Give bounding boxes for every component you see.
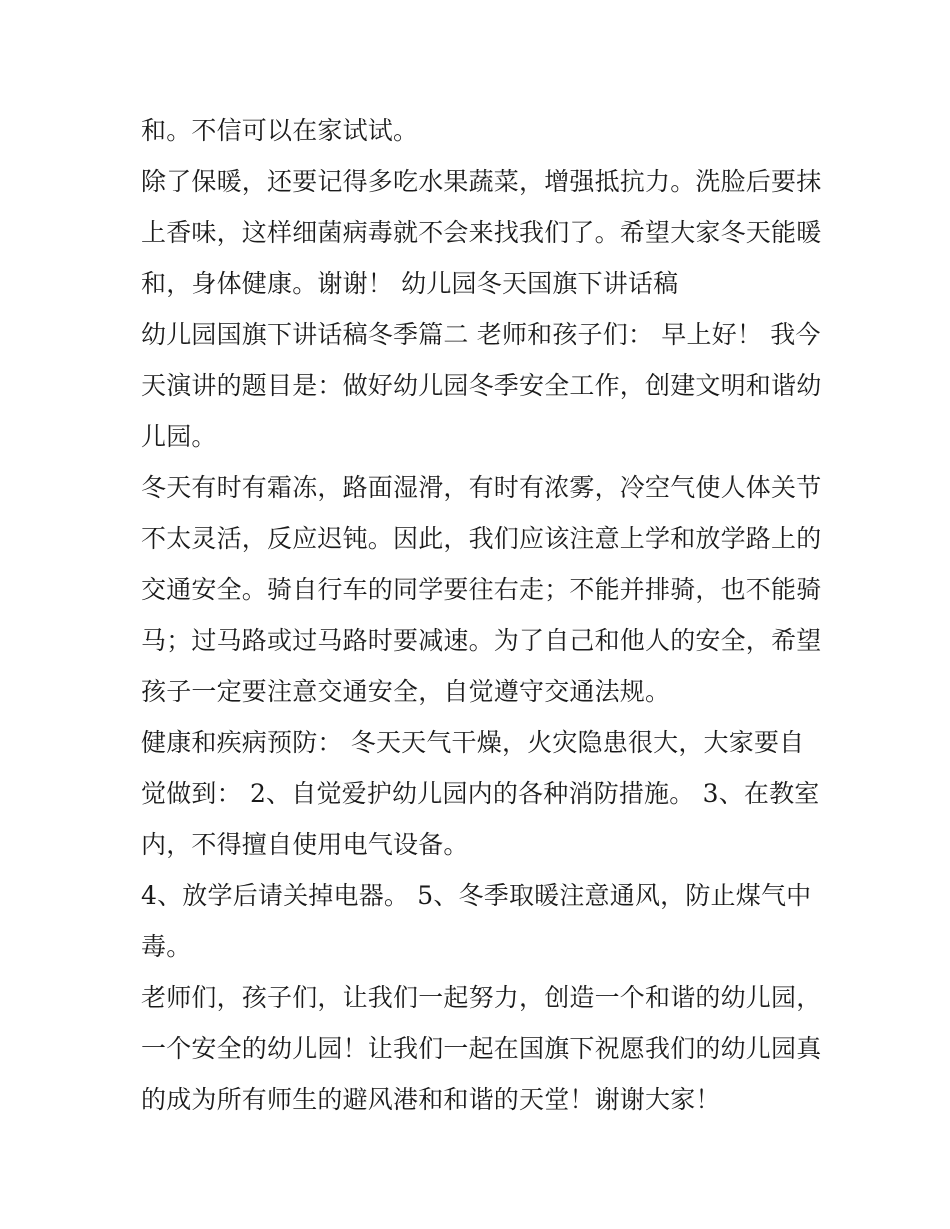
paragraph-4 [141, 462, 821, 717]
text-line: 健康和疾病预防： 冬天天气干燥，火灾隐患很大，大家要自 [141, 728, 805, 757]
text-line: 孩子一定要注意交通安全，自觉遵守交通法规。 [141, 677, 671, 706]
text-line: 一个安全的幼儿园！让我们一起在国旗下祝愿我们的幼儿园真 [141, 1034, 822, 1063]
paragraph-1 [141, 105, 821, 156]
text-line: 交通安全。骑自行车的同学要往右走；不能并排骑，也不能骑 [141, 575, 822, 604]
text-line: 和。不信可以在家试试。 [141, 116, 419, 145]
paragraph-5 [141, 717, 821, 870]
text-line: 老师们，孩子们，让我们一起努力，创造一个和谐的幼儿园， [141, 983, 822, 1012]
paragraph-6 [141, 870, 821, 972]
text-line: 上香味，这样细菌病毒就不会来找我们了。希望大家冬天能暖 [141, 218, 822, 247]
paragraph-3 [141, 309, 821, 462]
text-line: 幼儿园国旗下讲话稿冬季篇二 老师和孩子们： 早上好！ 我今 [141, 320, 821, 349]
text-line: 和，身体健康。谢谢！ 幼儿园冬天国旗下讲话稿 [141, 269, 679, 298]
text-line: 除了保暖，还要记得多吃水果蔬菜，增强抵抗力。洗脸后要抹 [141, 167, 822, 196]
paragraph-2 [141, 156, 821, 309]
text-line: 4、放学后请关掉电器。 5、冬季取暖注意通风，防止煤气中 [141, 881, 812, 910]
text-line: 马；过马路或过马路时要减速。为了自己和他人的安全，希望 [141, 626, 822, 655]
document-body [141, 105, 821, 1125]
text-line: 冬天有时有霜冻，路面湿滑，有时有浓雾，冷空气使人体关节 [141, 473, 822, 502]
text-line: 毒。 [141, 932, 192, 961]
paragraph-7 [141, 972, 821, 1125]
text-line: 觉做到： 2、自觉爱护幼儿园内的各种消防措施。 3、在教室 [141, 779, 820, 808]
text-line: 内，不得擅自使用电气设备。 [141, 830, 469, 859]
text-line: 的成为所有师生的避风港和和谐的天堂！谢谢大家！ [141, 1085, 721, 1114]
text-line: 儿园。 [141, 422, 217, 451]
text-line: 不太灵活，反应迟钝。因此，我们应该注意上学和放学路上的 [141, 524, 822, 553]
text-line: 天演讲的题目是：做好幼儿园冬季安全工作，创建文明和谐幼 [141, 371, 822, 400]
